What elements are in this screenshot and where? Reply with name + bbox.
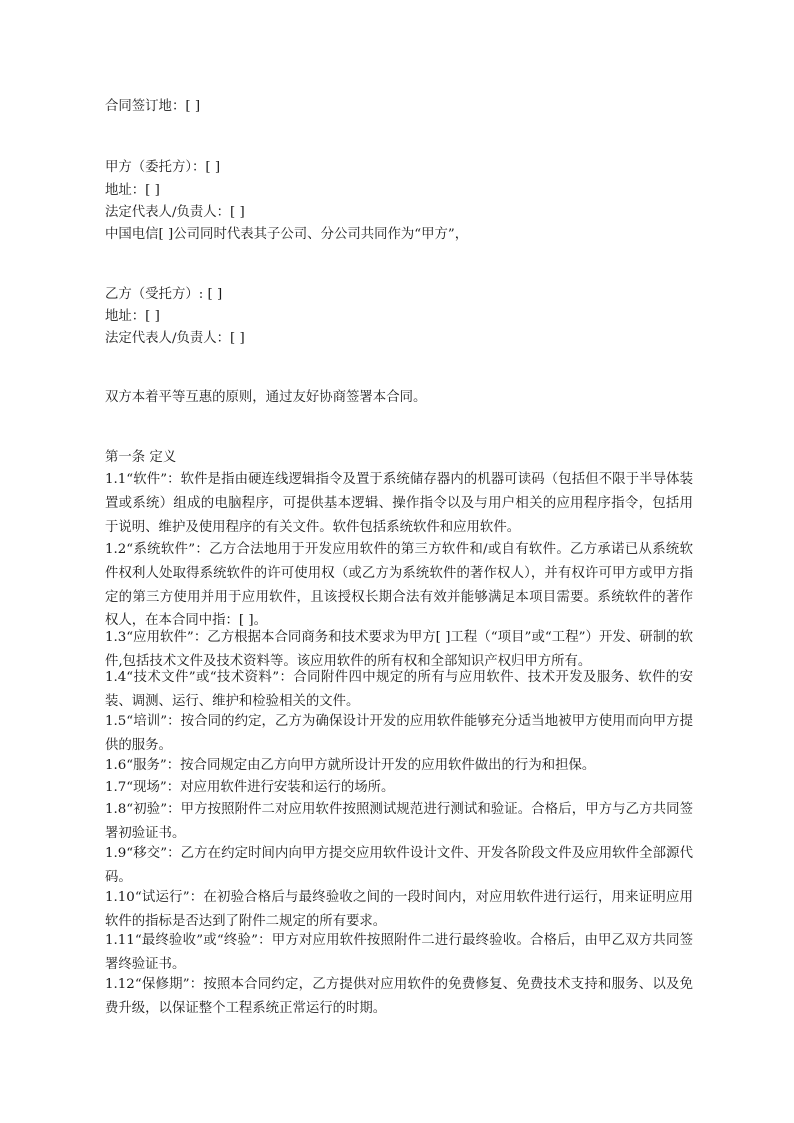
party-b-title: 乙方（受托方）: [ ] [105, 287, 223, 302]
article-title: 第一条 定义 [105, 450, 177, 465]
definition-1-7: 1.7“现场”：对应用软件进行安装和运行的场所。 [105, 780, 395, 795]
definition-1-1: 1.1“软件”：软件是指由硬连线逻辑指令及置于系统储存器内的机器可读码（包括但不限于半导体装置或系统）组成的电脑程序，可提供基本逻辑、操作指令以及与用户相关的应用程序指令，包括用于说明、维护及使用程序的有关文件。软件包括系统软件和应用软件。 [105, 472, 693, 535]
definition-1-3: 1.3“应用软件”：乙方根据本合同商务和技术要求为甲方[ ]工程（“项目”或“工程”）开发、研制的软件,包括技术文件及技术资料等。该应用软件的所有权和全部知识产权归甲方所有。 [105, 630, 693, 669]
party-a-title: 甲方（委托方）：[ ] [105, 160, 221, 175]
party-a-address: 地址：[ ] [105, 183, 160, 198]
party-b-representative: 法定代表人/负责人：[ ] [105, 331, 245, 346]
definition-1-9: 1.9“移交”：乙方在约定时间内向甲方提交应用软件设计文件、开发各阶段文件及应用软件全部源代码。 [105, 846, 693, 885]
definition-1-4: 1.4“技术文件”或“技术资料”：合同附件四中规定的所有与应用软件、技术开发及服务、软件的安装、调测、运行、维护和检验相关的文件。 [105, 670, 693, 709]
definition-1-6: 1.6“服务”：按合同规定由乙方向甲方就所设计开发的应用软件做出的行为和担保。 [105, 758, 596, 773]
definition-1-2: 1.2“系统软件”：乙方合法地用于开发应用软件的第三方软件和/或自有软件。乙方承诺已从系统软件权利人处取得系统软件的许可使用权（或乙方为系统软件的著作权人），并有权许可甲方或甲方指定的第三方使用并用于应用软件，且该授权长期合法有效并能够满足本项目需要。系统软件的著作权人，在本合同中指：[ ]。 [105, 542, 693, 629]
party-a-representative: 法定代表人/负责人：[ ] [105, 205, 245, 220]
party-b-address: 地址：[ ] [105, 309, 160, 324]
definition-1-12: 1.12“保修期”：按照本合同约定，乙方提供对应用软件的免费修复、免费技术支持和服务、以及免费升级，以保证整个工程系统正常运行的时期。 [105, 977, 693, 1016]
definition-1-10: 1.10“试运行”：在初验合格后与最终验收之间的一段时间内，对应用软件进行运行，用来证明应用软件的指标是否达到了附件二规定的所有要求。 [105, 890, 693, 929]
preamble: 双方本着平等互惠的原则，通过友好协商签署本合同。 [105, 390, 427, 405]
signing-place: 合同签订地：[ ] [105, 99, 201, 114]
party-a-note: 中国电信[ ]公司同时代表其子公司、分公司共同作为“甲方”， [105, 227, 469, 242]
definition-1-8: 1.8“初验”：甲方按照附件二对应用软件按照测试规范进行测试和验证。合格后，甲方与乙方共同签署初验证书。 [105, 802, 693, 841]
definition-1-5: 1.5“培训”：按合同的约定，乙方为确保设计开发的应用软件能够充分适当地被甲方使用而向甲方提供的服务。 [105, 714, 693, 753]
definition-1-11: 1.11“最终验收”或“终验”：甲方对应用软件按照附件二进行最终验收。合格后，由甲乙双方共同签署终验证书。 [105, 933, 693, 972]
